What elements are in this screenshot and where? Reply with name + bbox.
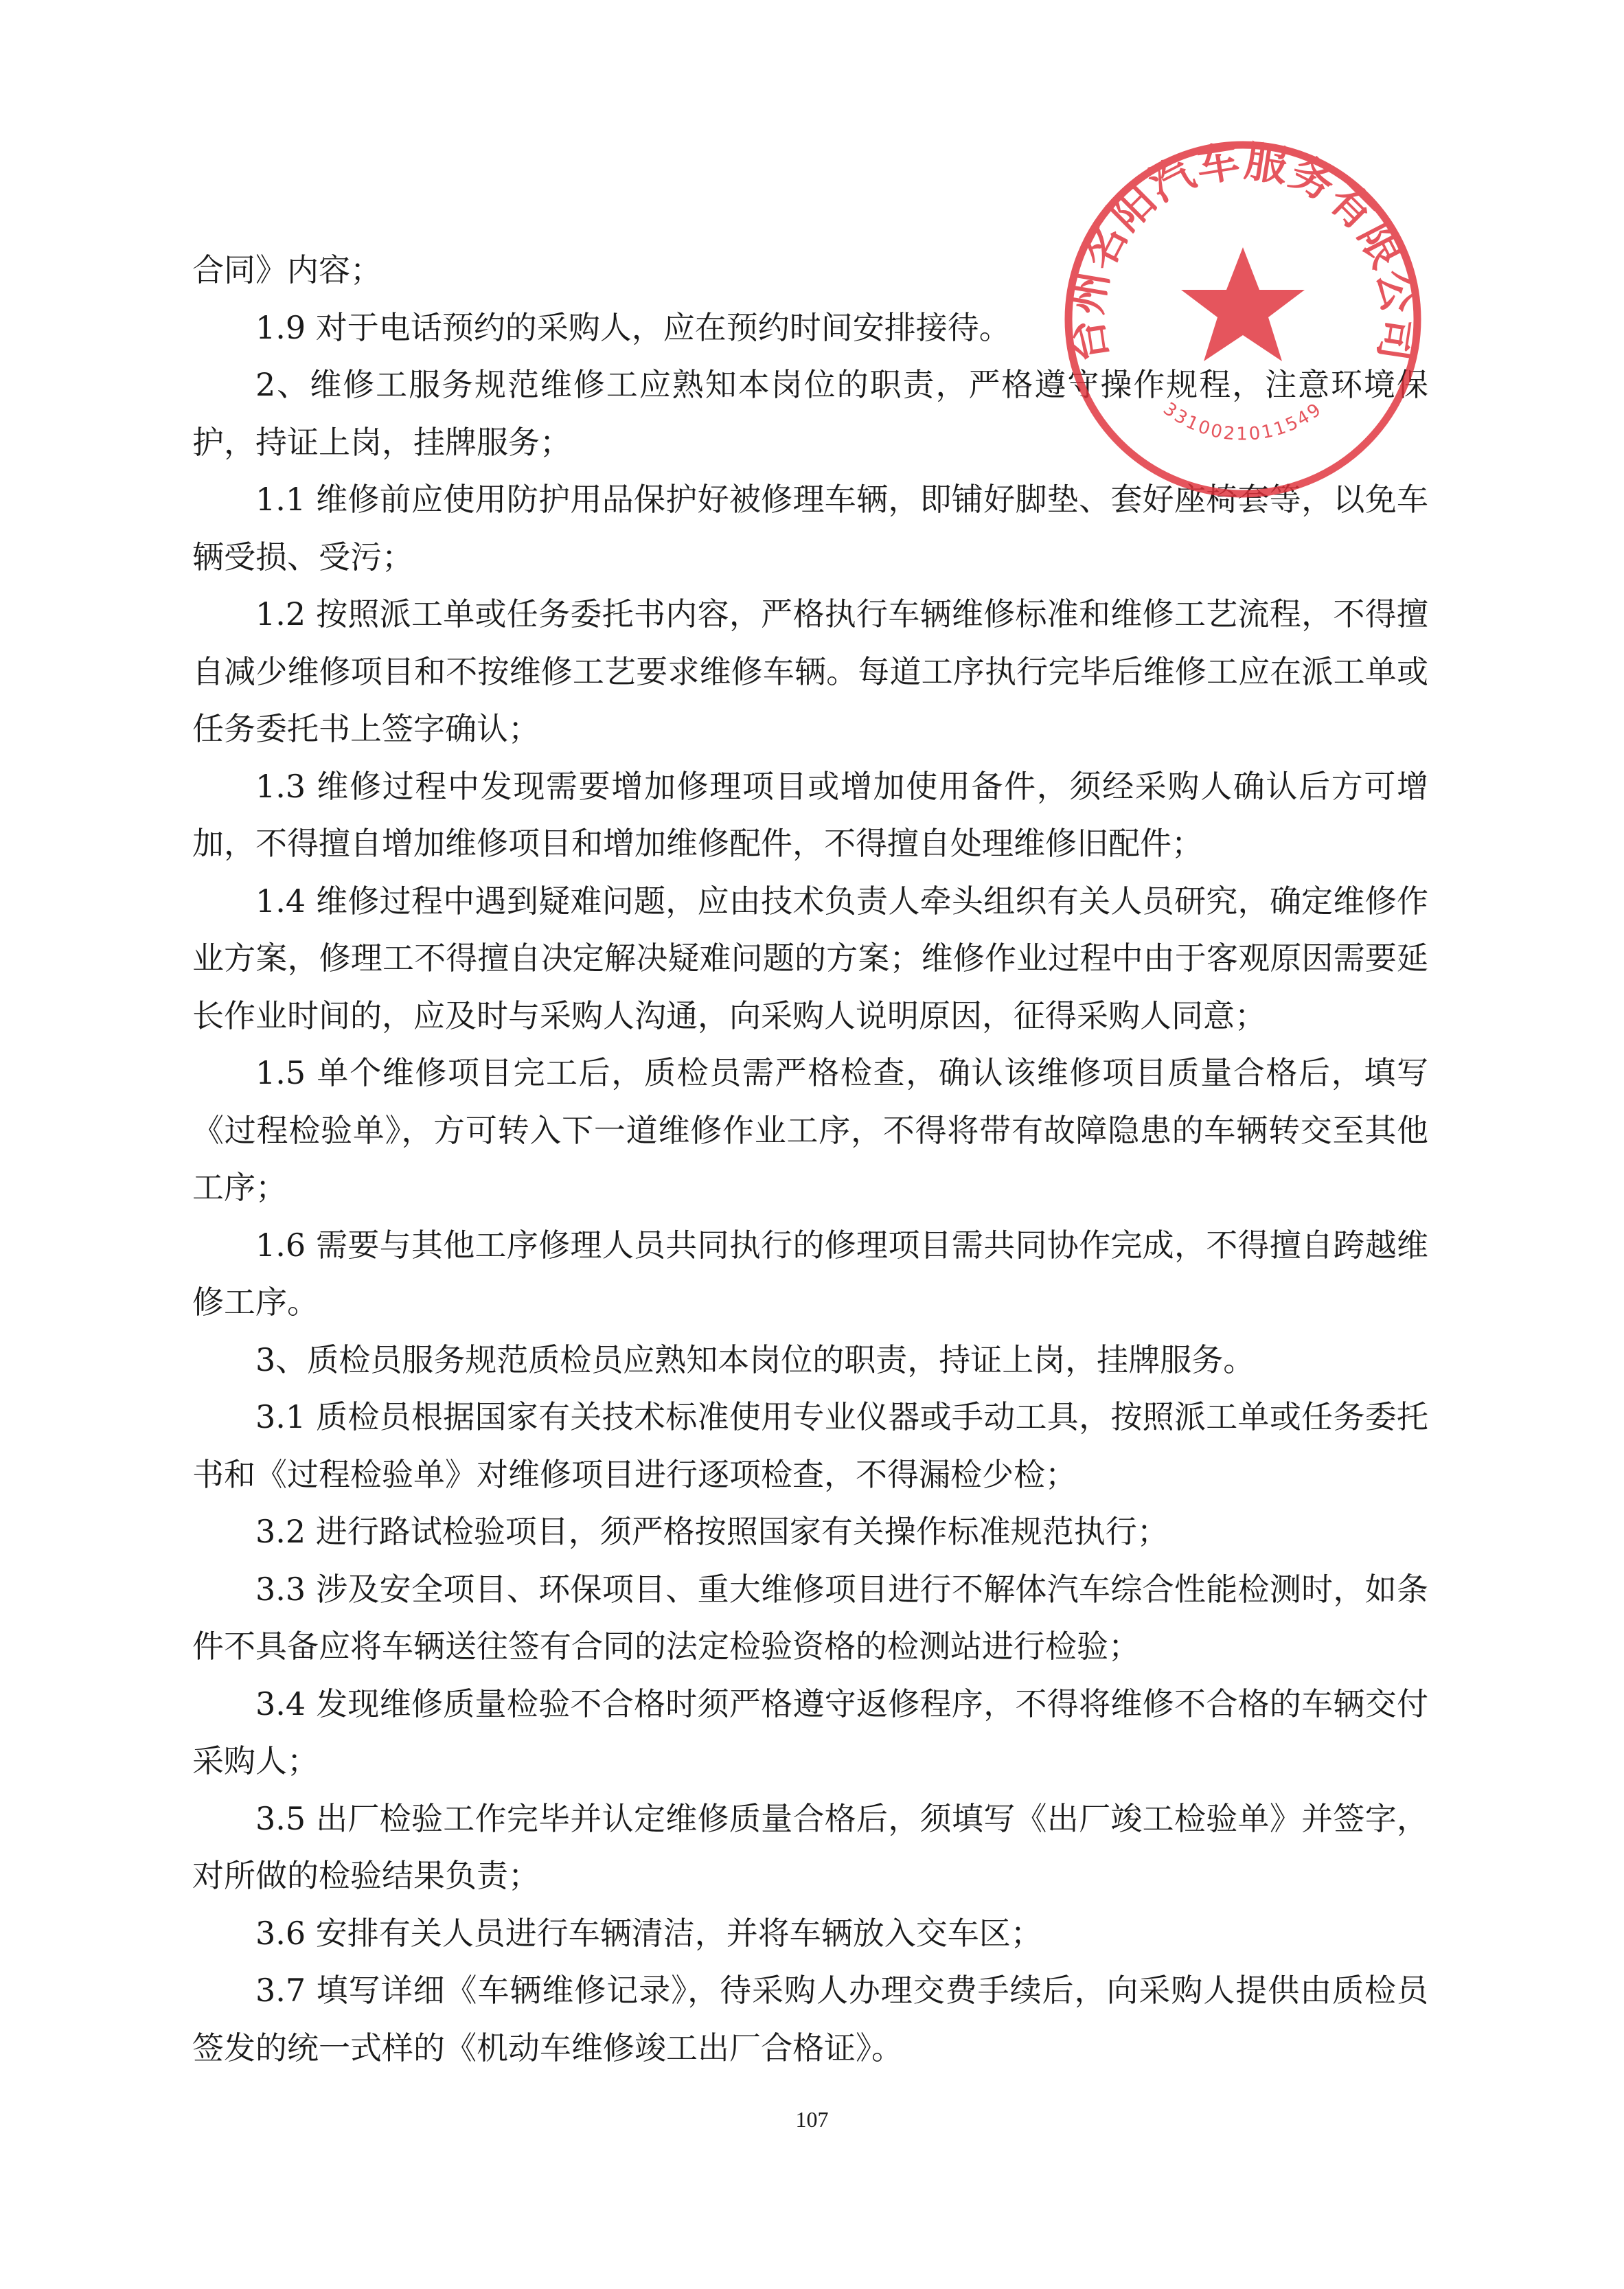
paragraph: 1.2 按照派工单或任务委托书内容，严格执行车辆维修标准和维修工艺流程，不得擅自减少维修项目和不按维修工艺要求维修车辆。每道工序执行完毕后维修工应在派工单或任务委托书上签字确认； — [192, 595, 1428, 747]
paragraph: 3.6 安排有关人员进行车辆清洁，并将车辆放入交车区； — [255, 1914, 1042, 1952]
paragraph: 1.4 维修过程中遇到疑难问题，应由技术负责人牵头组织有关人员研究，确定维修作业方案，修理工不得擅自决定解决疑难问题的方案；维修作业过程中由于客观原因需要延长作业时间的，应及时与采购人沟通，向采购人说明原因，征得采购人同意； — [192, 882, 1428, 1034]
paragraph: 合同》内容； — [192, 251, 382, 288]
company-seal — [1061, 137, 1425, 501]
paragraph: 3.2 进行路试检验项目，须严格按照国家有关操作标准规范执行； — [255, 1513, 1169, 1550]
paragraph: 3.4 发现维修质量检验不合格时须严格遵守返修程序，不得将维修不合格的车辆交付采购人； — [192, 1685, 1428, 1779]
paragraph: 1.1 维修前应使用防护用品保护好被修理车辆，即铺好脚垫、套好座椅套等，以免车辆受损、受污； — [192, 481, 1428, 576]
paragraph: 2、维修工服务规范维修工应熟知本岗位的职责，严格遵守操作规程，注意环境保护，持证上岗，挂牌服务； — [192, 366, 1428, 461]
paragraph: 3.5 出厂检验工作完毕并认定维修质量合格后，须填写《出厂竣工检验单》并签字，对所做的检验结果负责； — [192, 1799, 1428, 1894]
page-number: 107 — [795, 2107, 829, 2132]
paragraph: 1.9 对于电话预约的采购人，应在预约时间安排接待。 — [255, 308, 1011, 346]
paragraph: 3、质检员服务规范质检员应熟知本岗位的职责，持证上岗，挂牌服务。 — [255, 1341, 1255, 1378]
paragraph: 1.3 维修过程中发现需要增加修理项目或增加使用备件，须经采购人确认后方可增加，不得擅自增加维修项目和增加维修配件，不得擅自处理维修旧配件； — [192, 767, 1428, 862]
paragraph: 1.6 需要与其他工序修理人员共同执行的修理项目需共同协作完成，不得擅自跨越维修工序。 — [192, 1226, 1428, 1321]
seal-registration-number: 3310021011549 — [1159, 398, 1327, 445]
paragraph: 3.1 质检员根据国家有关技术标准使用专业仪器或手动工具，按照派工单或任务委托书和《过程检验单》对维修项目进行逐项检查，不得漏检少检； — [192, 1398, 1428, 1493]
paragraph: 3.7 填写详细《车辆维修记录》，待采购人办理交费手续后，向采购人提供由质检员签发的统一式样的《机动车维修竣工出厂合格证》。 — [192, 1972, 1428, 2066]
seal-company-name: 台州名阳汽车服务有限公司 — [1061, 137, 1425, 366]
paragraph: 3.3 涉及安全项目、环保项目、重大维修项目进行不解体汽车综合性能检测时，如条件不具备应将车辆送往签有合同的法定检验资格的检测站进行检验； — [192, 1570, 1428, 1665]
seal-star-icon — [1181, 247, 1305, 361]
document-body — [192, 242, 1428, 2077]
paragraph: 1.5 单个维修项目完工后，质检员需严格检查，确认该维修项目质量合格后，填写《过程检验单》，方可转入下一道维修作业工序，不得将带有故障隐患的车辆转交至其他工序； — [192, 1054, 1428, 1206]
